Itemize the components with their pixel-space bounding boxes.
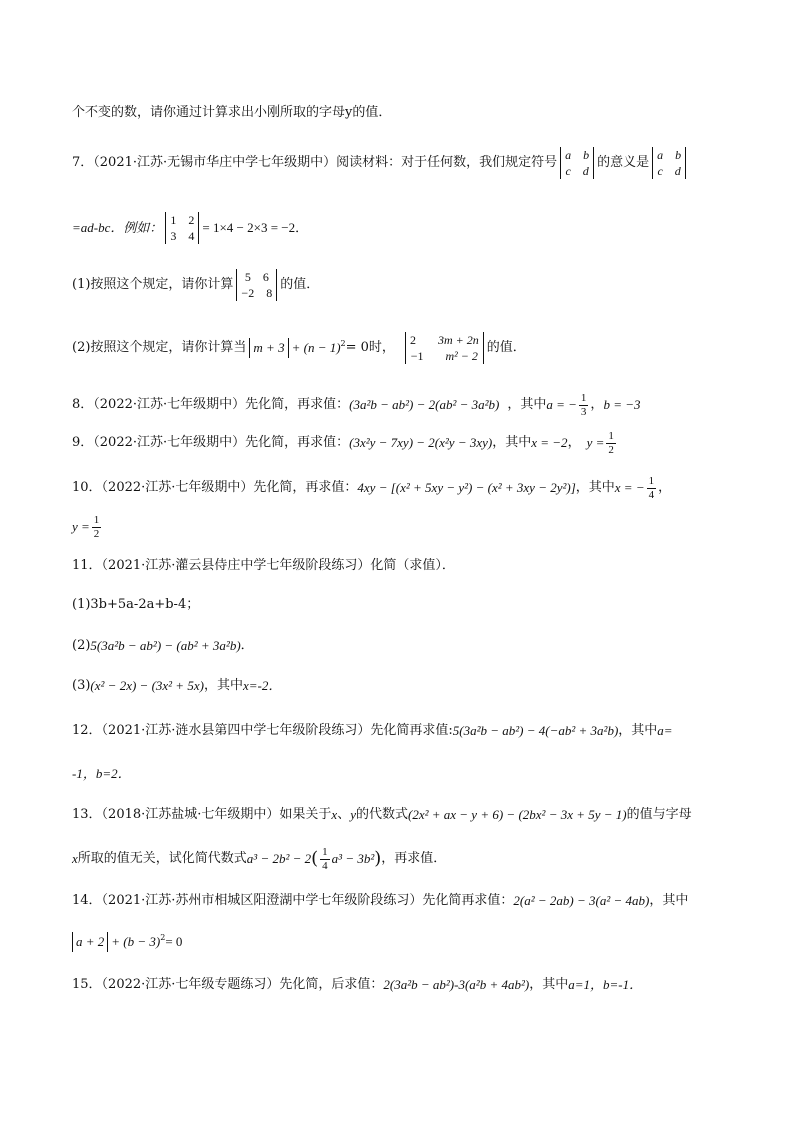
text: 11．（2021·江苏·灌云县侍庄中学七年级阶段练习）化简（求值）．: [72, 558, 455, 573]
determinant-part-1: [236, 269, 277, 301]
values: a=1，b=-1．: [568, 977, 643, 992]
question-15: [72, 975, 734, 995]
text: 10．（2022·江苏·七年级期中）先化简，再求值：: [72, 480, 358, 495]
question-14-cont: a + 2 + (b − 3) $^2$ = 0: [72, 932, 734, 952]
value-x: x=-2．: [242, 678, 282, 693]
question-7-header: [72, 146, 734, 180]
text: ，: [567, 435, 581, 450]
abs-a-plus-2: a + 2: [72, 932, 108, 952]
text: 的意义是: [597, 155, 650, 170]
text: + (b − 3): [111, 934, 161, 949]
text: ，其中: [575, 480, 615, 495]
question-13-cont: [72, 842, 734, 876]
det-cell: 4: [188, 229, 195, 243]
det-cell: a: [657, 148, 664, 162]
fraction-one-half: [606, 430, 616, 457]
text: ，其中: [492, 435, 532, 450]
question-11-part-2: [72, 636, 734, 656]
det-cell: 5: [244, 270, 251, 284]
left-paren: (: [311, 848, 319, 869]
expression: 4xy − [(x² + 5xy − y²) − (x² + 3xy − 2y²)]: [357, 480, 576, 495]
determinant-symbol-abcd: [560, 147, 594, 179]
text: 15．（2022·江苏·七年级专题练习）先化简，后求值：: [72, 977, 384, 992]
text: 14．（2021·江苏·苏州市相城区阳澄湖中学七年级阶段练习）先化简再求值：: [72, 893, 514, 908]
question-11-part-1: [72, 595, 734, 615]
question-13: [72, 805, 734, 825]
expression-part-2: a³ − 3b²: [331, 851, 375, 866]
text: ，其中: [507, 397, 547, 412]
question-7-definition-line: [72, 211, 734, 245]
fraction-one-quarter: [647, 475, 657, 502]
expression: (2x² + ax − y + 6) − (2bx² − 3x + 5y − 1): [408, 807, 627, 822]
question-12: [72, 721, 734, 741]
expression-part-1: a³ − 2b² − 2: [246, 851, 312, 866]
denominator: 3: [580, 405, 587, 418]
numerator: 1: [93, 513, 100, 526]
expression: (3x²y − 7xy) − 2(x²y − 3xy): [349, 435, 493, 450]
question-12-cont: [72, 764, 734, 784]
text: (2): [72, 638, 91, 653]
text: 所取的值无关，试化简代数式: [77, 851, 247, 866]
fraction-one-quarter: [320, 846, 330, 873]
value-a: a = −: [546, 397, 577, 412]
det-cell: b: [583, 148, 590, 162]
det-cell: b: [675, 148, 682, 162]
fraction-one-third: [579, 392, 589, 419]
text: 的代数式: [355, 807, 408, 822]
value-x: x = −: [614, 480, 645, 495]
text: 8．（2022·江苏·七年级期中）先化简，再求值：: [72, 397, 350, 412]
det-cell: c: [657, 164, 663, 178]
expression: 5(3a²b − ab²) − (ab² + 3a²b): [90, 638, 241, 653]
text: ，再求值．: [381, 851, 447, 866]
abs-m-plus-3: m + 3: [249, 338, 288, 358]
question-14: [72, 891, 734, 911]
text: 的值．: [486, 340, 526, 355]
det-cell: d: [582, 164, 589, 178]
value-b: b = −3: [603, 397, 641, 412]
text: = 0: [165, 934, 183, 949]
determinant-part-2: [405, 332, 484, 364]
question-11: [72, 556, 734, 576]
numerator: 1: [580, 391, 587, 404]
fraction-one-half: [92, 514, 102, 541]
det-cell: 6: [262, 270, 269, 284]
det-cell: 2: [409, 333, 416, 347]
det-cell: 1: [170, 213, 177, 227]
det-cell: a: [565, 148, 572, 162]
denominator: 4: [322, 859, 328, 872]
text: 个不变的数，请你通过计算求出小刚所取的字母y的值．: [72, 105, 392, 120]
text: (1)3b+5a-2a+b-4；: [72, 597, 200, 612]
text: 9．（2022·江苏·七年级期中）先化简，再求值：: [72, 435, 350, 450]
det-cell: 3m + 2n: [437, 333, 479, 347]
question-10: [72, 473, 734, 503]
text: (1)按照这个规定，请你计算: [72, 277, 234, 292]
determinant-meaning-abcd: [652, 147, 686, 179]
text: 13．（2018·江苏盐城·七年级期中）如果关于: [72, 807, 332, 822]
question-8: [72, 390, 734, 420]
text: + (n − 1): [291, 340, 341, 355]
text: ，其中: [529, 977, 569, 992]
value-x: x = −2: [531, 435, 568, 450]
text: ，其中: [618, 723, 658, 738]
det-cell: 8: [266, 286, 273, 300]
det-cell: −2: [241, 286, 255, 300]
expression: (3a²b − ab²) − 2(ab² − 3a²b): [349, 397, 500, 412]
text: ．: [240, 638, 254, 653]
determinant-example: [165, 212, 199, 244]
det-cell: −1: [410, 349, 424, 363]
text: ，其中: [649, 893, 689, 908]
denominator: 4: [648, 488, 655, 501]
value-y: y =: [586, 435, 605, 450]
question-10-cont: [72, 510, 734, 544]
expression: 2(3a²b − ab²)-3(a²b + 4ab²): [383, 977, 530, 992]
text: ，其中: [203, 678, 243, 693]
det-cell: m² − 2: [445, 349, 478, 363]
text: = 0时，: [345, 340, 395, 355]
question-7-part-1: [72, 268, 734, 302]
text: ，: [590, 397, 604, 412]
numerator: 1: [322, 845, 328, 858]
text: 的值与字母: [626, 807, 692, 822]
var-x: x: [331, 807, 338, 822]
values: -1，b=2．: [72, 766, 131, 781]
text: 、: [337, 807, 351, 822]
var-x: x: [72, 851, 78, 866]
value-a: a=: [657, 723, 673, 738]
text: 12．（2021·江苏·涟水县第四中学七年级阶段练习）先化简再求值:: [72, 723, 453, 738]
text: (3): [72, 678, 91, 693]
det-cell: 3: [170, 229, 177, 243]
expression: (x² − 2x) − (3x² + 5x): [90, 678, 204, 693]
det-cell: 2: [188, 213, 195, 227]
continued-question-line: [72, 103, 734, 123]
question-9: [72, 427, 734, 459]
text: (2)按照这个规定，请你计算当: [72, 340, 247, 355]
right-paren: ): [374, 848, 382, 869]
var-y: y: [350, 807, 356, 822]
denominator: 2: [93, 527, 100, 540]
text: ，: [658, 480, 672, 495]
numerator: 1: [608, 429, 614, 442]
denominator: 2: [608, 443, 614, 456]
text: 的值．: [280, 277, 320, 292]
expression: 2(a² − 2ab) − 3(a² − 4ab): [513, 893, 650, 908]
numerator: 1: [648, 474, 655, 487]
text: 7．（2021·江苏·无锡市华庄中学七年级期中）阅读材料：对于任何数，我们规定符号: [72, 155, 558, 170]
text: =ad-bc．例如：: [72, 220, 163, 235]
question-11-part-3: [72, 676, 734, 696]
expression: 5(3a²b − ab²) − 4(−ab² + 3a²b): [452, 723, 619, 738]
text: = 1×4 − 2×3 = −2．: [202, 220, 309, 235]
value-y: y =: [72, 519, 90, 534]
det-cell: d: [674, 164, 681, 178]
det-cell: c: [565, 164, 571, 178]
question-7-part-2: (2)按照这个规定，请你计算当 m + 3 + (n − 1) $^2$ = 0时， 2 3m + 2n −1 m² − 2 的值．: [72, 333, 526, 363]
